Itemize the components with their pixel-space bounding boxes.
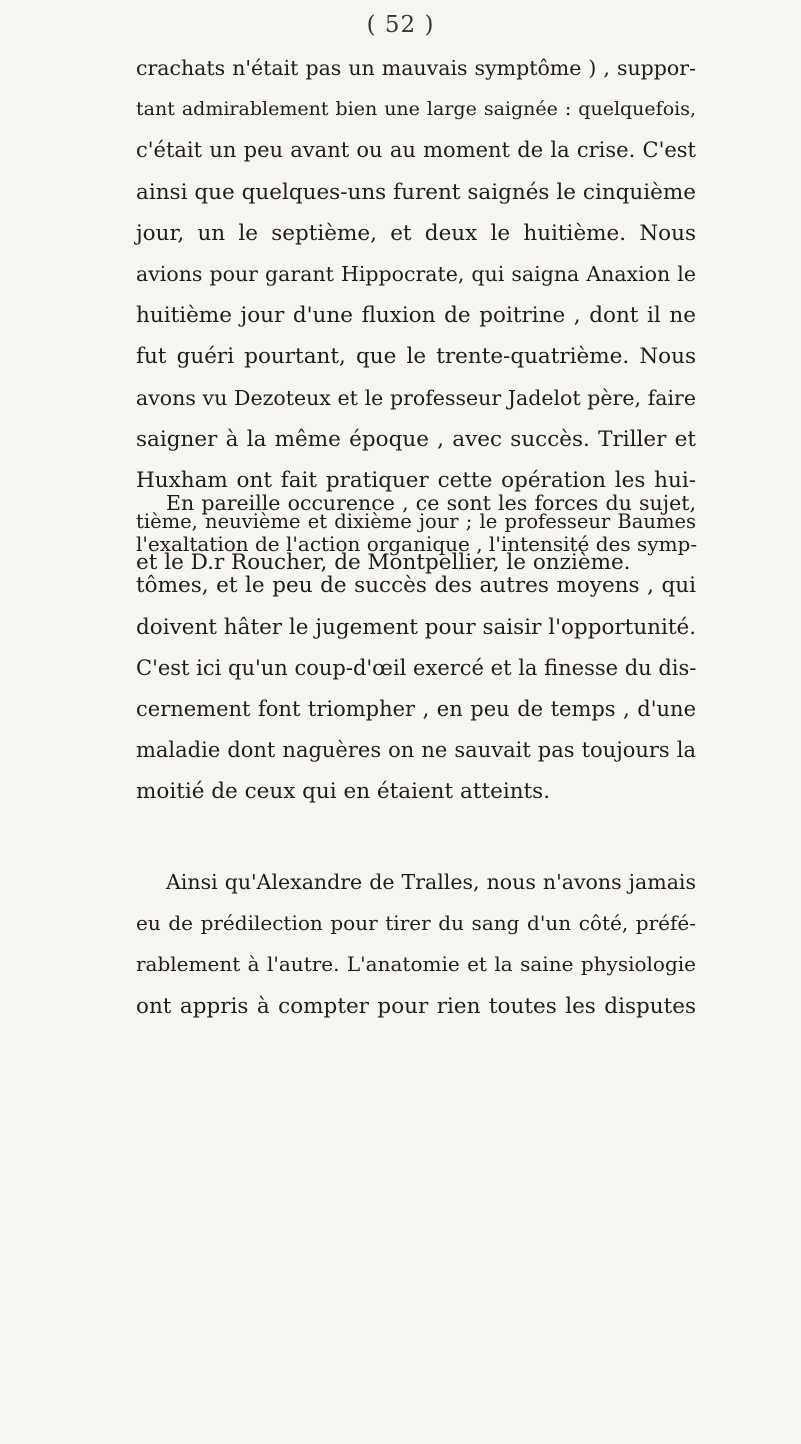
text-line: eu de prédilection pour tirer du sang d'un côté, préfé-	[136, 911, 696, 936]
text-line: maladie dont naguères on ne sauvait pas toujours la	[136, 738, 696, 763]
text-line: et le D.r Roucher, de Montpellier, le onzième.	[136, 550, 631, 576]
text-line: avons vu Dezoteux et le professeur Jadelot père, faire	[136, 385, 696, 410]
text-line: tième, neuvième et dixième jour ; le professeur Baumes	[136, 510, 696, 534]
paragraph-3	[136, 862, 696, 1027]
text-line: Ainsi qu'Alexandre de Tralles, nous n'avons jamais	[166, 870, 696, 894]
text-line: moitié de ceux qui en étaient atteints.	[136, 779, 551, 805]
text-line: huitième jour d'une fluxion de poitrine , dont il ne	[136, 303, 696, 329]
text-line: ainsi que quelques-uns furent saignés le cinquième	[136, 179, 696, 205]
text-line: En pareille occurence , ce sont les forces du sujet,	[166, 491, 696, 515]
text-line: jour, un le septième, et deux le huitième. Nous	[136, 220, 696, 246]
text-line: crachats n'était pas un mauvais symptôme ) , suppor-	[136, 56, 696, 80]
text-line: cernement font triompher , en peu de temps , d'une	[136, 696, 696, 721]
paragraph-2	[136, 483, 696, 813]
text-line: l'exaltation de l'action organique , l'intensité des symp-	[136, 532, 698, 557]
text-line: c'était un peu avant ou au moment de la crise. C'est	[136, 138, 696, 163]
text-line: C'est ici qu'un coup-d'œil exercé et la finesse du dis-	[136, 655, 697, 680]
text-line: rablement à l'autre. L'anatomie et la saine physiologie	[136, 952, 696, 977]
text-line: Huxham ont fait pratiquer cette opération les hui-	[136, 467, 696, 493]
text-line: saigner à la même époque , avec succès. Triller et	[136, 426, 696, 452]
page-number: ( 52 )	[366, 12, 435, 38]
text-line: fut guéri pourtant, que le trente-quatrième. Nous	[136, 344, 696, 370]
text-line: avions pour garant Hippocrate, qui saigna Anaxion le	[136, 261, 696, 286]
text-line: tômes, et le peu de succès des autres moyens , qui	[136, 573, 696, 599]
text-line: tant admirablement bien une large saignée : quelquefois,	[136, 98, 696, 121]
text-line: ont appris à compter pour rien toutes les disputes	[136, 993, 696, 1019]
text-line: doivent hâter le jugement pour saisir l'opportunité.	[136, 614, 697, 640]
